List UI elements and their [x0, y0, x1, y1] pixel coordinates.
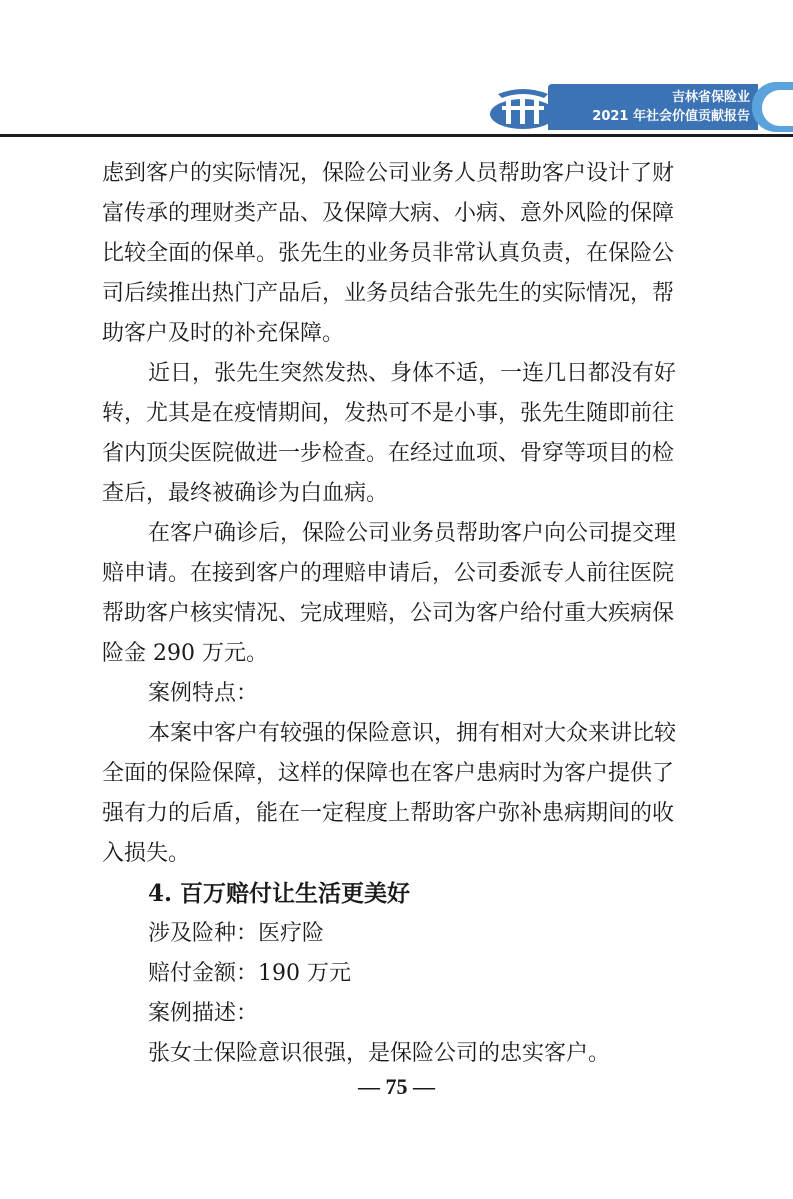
section-heading: 4. 百万赔付让生活更美好 — [148, 880, 411, 907]
report-title-line-1: 吉林省保险业 — [671, 90, 750, 105]
report-title — [556, 88, 750, 126]
case-description-label: 案例描述： — [148, 1001, 259, 1026]
insurance-type: 涉及险种：医疗险 — [148, 921, 325, 946]
case-description-text: 张女士保险意识很强，是保险公司的忠实客户。 — [148, 1041, 611, 1066]
association-logo-icon — [488, 80, 558, 132]
case-features-label: 案例特点： — [148, 681, 259, 706]
paragraph-continued: 虑到客户的实际情况，保险公司业务人员帮助客户设计了财富传承的理财类产品、及保障大病、小病、意外风险的保障比较全面的保单。张先生的业务员非常认真负责，在保险公司后续推出热门产品后，业务员结合张先生的实际情况，帮助客户及时的补充保障。 — [102, 161, 675, 346]
header-rule — [0, 134, 793, 137]
header-tab-inner — [762, 90, 793, 126]
page-number: — 75 — — [358, 1074, 435, 1099]
paragraph: 近日，张先生突然发热、身体不适，一连几日都没有好转，尤其是在疫情期间，发热可不是小事，张先生随即前往省内顶尖医院做进一步检查。在经过血项、骨穿等项目的检查后，最终被确诊为白血病。 — [102, 361, 677, 506]
paragraph: 在客户确诊后，保险公司业务员帮助客户向公司提交理赔申请。在接到客户的理赔申请后，公司委派专人前往医院帮助客户核实情况、完成理赔，公司为客户给付重大疾病保险金 290 万元。 — [102, 521, 677, 666]
paragraph: 本案中客户有较强的保险意识，拥有相对大众来讲比较全面的保险保障，这样的保障也在客户患病时为客户提供了强有力的后盾，能在一定程度上帮助客户弥补患病期间的收入损失。 — [102, 721, 677, 866]
report-title-line-2: 2021 年社会价值贡献报告 — [592, 109, 750, 124]
claim-amount: 赔付金额：190 万元 — [148, 961, 351, 986]
page-body — [102, 154, 682, 1074]
